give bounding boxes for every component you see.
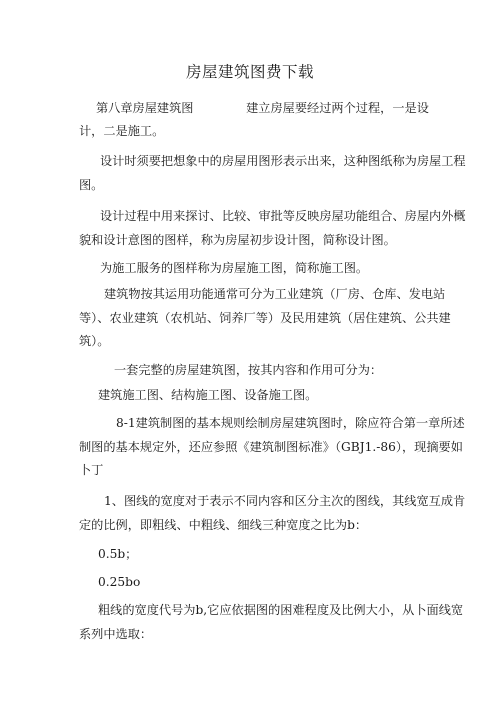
paragraph-line: 制图的基本规定外，还应参照《建筑制图标准》（GBJ1.-86），现摘要如	[79, 440, 463, 454]
paragraph-line: 图。	[79, 178, 104, 192]
paragraph-line: 设计时须要把想象中的房屋用图形表示出来，这种图纸称为房屋工程	[100, 154, 466, 168]
paragraph-line: 设计过程中用来探讨、比较、审批等反映房屋功能组合、房屋内外概	[100, 209, 466, 223]
paragraph-line: 1、图线的宽度对于表示不同内容和区分主次的图线，其线宽互成肯	[104, 494, 466, 508]
paragraph-line: 貌和设计意图的图样，称为房屋初步设计图，简称设计图。	[79, 233, 396, 247]
paragraph-line: 0.25bo	[98, 575, 141, 589]
paragraph-line: 系列中选取：	[79, 627, 153, 641]
paragraph-line: 等）、农业建筑（农机站、饲养厂等）及民用建筑（居住建筑、公共建	[79, 311, 451, 325]
paragraph-line: 0.5b；	[98, 547, 138, 561]
paragraph-line: 8-1建筑制图的基本规则绘制房屋建筑图时，除应符合第一章所述	[116, 416, 465, 430]
paragraph-line: 粗线的宽度代号为b,它应依据图的困难程度及比例大小，从卜面线宽	[98, 603, 464, 617]
paragraph-line: 卜丁	[79, 463, 104, 477]
paragraph-line: 筑）。	[79, 334, 110, 348]
document-title: 房屋建筑图费下载	[185, 63, 314, 81]
paragraph-line: 定的比例，即粗线、中粗线、细线三种宽度之比为b：	[79, 518, 368, 532]
paragraph-line: 建筑物按其运用功能通常可分为工业建筑（厂房、仓库、发电站	[104, 287, 446, 301]
paragraph-line: 建筑施工图、结构施工图、设备施工图。	[98, 388, 318, 402]
paragraph-line: 为施工服务的图样称为房屋施工图，简称施工图。	[100, 261, 369, 275]
paragraph-line: 第八章房屋建筑图 建立房屋要经过两个过程，一是设	[96, 101, 429, 115]
paragraph-line: 一套完整的房屋建筑图，按其内容和作用可分为：	[114, 363, 383, 377]
paragraph-line: 计，二是施工。	[79, 124, 165, 138]
